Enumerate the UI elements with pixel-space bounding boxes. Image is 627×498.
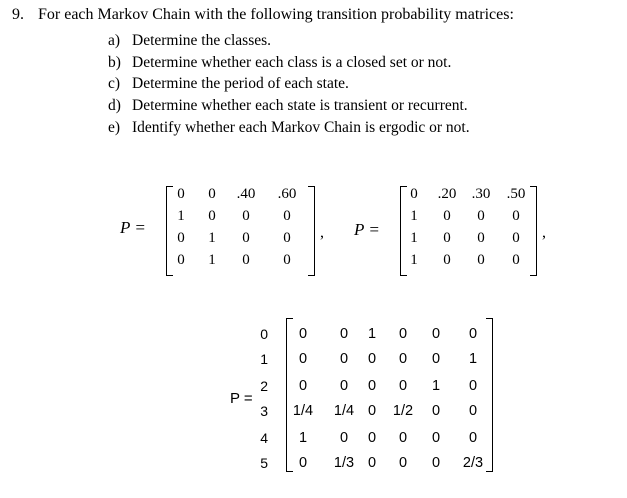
matrix3-cell: 1 — [431, 378, 441, 394]
matrix3-cell: 0 — [398, 455, 408, 471]
matrix3-cell: 1 — [367, 326, 377, 342]
matrix1-cell: 0 — [283, 230, 291, 246]
matrix2-cell: .50 — [506, 186, 526, 202]
matrix1-cell: 0 — [208, 208, 216, 224]
matrix3-cell: 0 — [298, 326, 308, 342]
matrix3-cell: 0 — [398, 378, 408, 394]
matrix1-cell: 0 — [208, 186, 216, 202]
matrix3-cell: 0 — [431, 455, 441, 471]
matrix3-cell: 0 — [468, 403, 478, 419]
matrix3-cell: 0 — [398, 351, 408, 367]
matrix1-cell: 0 — [242, 208, 250, 224]
matrix3-cell: 1/2 — [392, 403, 414, 419]
matrix3-cell: 0 — [431, 430, 441, 446]
task-label: e) — [108, 118, 121, 136]
matrix2-cell: 0 — [512, 252, 520, 268]
task-label: b) — [108, 53, 121, 71]
matrix1-comma: , — [320, 224, 324, 241]
matrix1-cell: 0 — [242, 230, 250, 246]
matrix3-state-label: 0 — [260, 326, 268, 342]
matrix3-state-label: 1 — [260, 351, 268, 367]
matrix3-cell: 1/4 — [333, 403, 355, 419]
matrix3-cell: 0 — [431, 326, 441, 342]
matrix3-state-label: 4 — [260, 430, 268, 446]
matrix3-cell: 0 — [298, 378, 308, 394]
matrix2-cell: .30 — [471, 186, 491, 202]
matrix2-cell: 0 — [443, 208, 451, 224]
task-text: Determine whether each class is a closed set or not. — [132, 53, 452, 71]
matrix1-cell: 0 — [283, 252, 291, 268]
task-list — [108, 30, 470, 139]
matrix3-cell: 0 — [468, 326, 478, 342]
matrix1-right-bracket — [308, 186, 315, 276]
matrix2-label: P = — [354, 220, 380, 239]
matrix3-cell: 0 — [367, 455, 377, 471]
matrix2-cell: 0 — [443, 230, 451, 246]
matrix2-cell: 0 — [512, 208, 520, 224]
question-text: For each Markov Chain with the following transition probability matrices: — [38, 6, 514, 23]
matrix3-cell: 1/4 — [292, 403, 314, 419]
matrix3-cell: 0 — [339, 351, 349, 367]
matrix3-cell: 0 — [367, 430, 377, 446]
task-label: a) — [108, 32, 121, 49]
matrix1-cell: .60 — [277, 186, 297, 202]
matrix2-cell: 1 — [410, 252, 418, 268]
matrix2-cell: 1 — [410, 208, 418, 224]
matrix3-state-label: 5 — [260, 455, 268, 471]
matrix1-label: P = — [120, 218, 146, 237]
matrix3-cell: 1 — [298, 430, 308, 446]
matrix3-cell: 0 — [339, 378, 349, 394]
task-text: Determine the period of each state. — [132, 75, 349, 93]
matrix3-cell: 0 — [367, 403, 377, 419]
matrix3-cell: 0 — [339, 326, 349, 342]
matrix3-cell: 0 — [367, 351, 377, 367]
matrix3-cell: 0 — [298, 351, 308, 367]
matrix3-cell: 0 — [468, 430, 478, 446]
task-item — [108, 95, 470, 117]
matrix3-cell: 0 — [339, 430, 349, 446]
matrix3-cell: 2/3 — [462, 455, 484, 471]
matrix1-cell: 1 — [208, 230, 216, 246]
task-item — [108, 117, 470, 139]
matrix3-cell: 1/3 — [333, 455, 355, 471]
question — [12, 6, 514, 24]
matrix2-cell: .20 — [437, 186, 457, 202]
matrix2-cell: 0 — [512, 230, 520, 246]
matrix3-cell: 0 — [367, 378, 377, 394]
matrix2-cell: 0 — [477, 208, 485, 224]
task-label: d) — [108, 97, 121, 115]
matrix3-cell: 0 — [398, 430, 408, 446]
task-item — [108, 73, 470, 95]
question-number: 9. — [12, 6, 24, 23]
matrix3-cell: 0 — [398, 326, 408, 342]
task-item — [108, 30, 470, 52]
task-text: Identify whether each Markov Chain is ergodic or not. — [132, 118, 470, 136]
matrix1-cell: 0 — [242, 252, 250, 268]
matrix3-cell: 0 — [298, 455, 308, 471]
matrix2-cell: 1 — [410, 230, 418, 246]
matrix2-cell: 0 — [410, 186, 418, 202]
matrix1-cell: 0 — [177, 186, 185, 202]
task-text: Determine the classes. — [132, 32, 272, 49]
matrix2-comma: , — [542, 224, 546, 241]
task-label: c) — [108, 75, 121, 93]
matrix2-cell: 0 — [477, 230, 485, 246]
matrix3-cell: 1 — [468, 351, 478, 367]
matrix3-cell: 0 — [431, 403, 441, 419]
matrix1-cell: 0 — [177, 252, 185, 268]
matrix2-cell: 0 — [477, 252, 485, 268]
matrix3-label: P = — [230, 390, 253, 407]
matrix1-cell: 0 — [177, 230, 185, 246]
task-text: Determine whether each state is transient or recurrent. — [132, 97, 468, 115]
matrix2-cell: 0 — [443, 252, 451, 268]
matrix3-cell: 0 — [468, 378, 478, 394]
matrix1-cell: .40 — [236, 186, 256, 202]
matrix1-cell: 1 — [177, 208, 185, 224]
matrix3-state-label: 2 — [260, 378, 268, 394]
matrix3-state-label: 3 — [260, 403, 268, 419]
matrix1-cell: 0 — [283, 208, 291, 224]
matrix3-cell: 0 — [431, 351, 441, 367]
task-item — [108, 52, 470, 74]
matrix1-cell: 1 — [208, 252, 216, 268]
